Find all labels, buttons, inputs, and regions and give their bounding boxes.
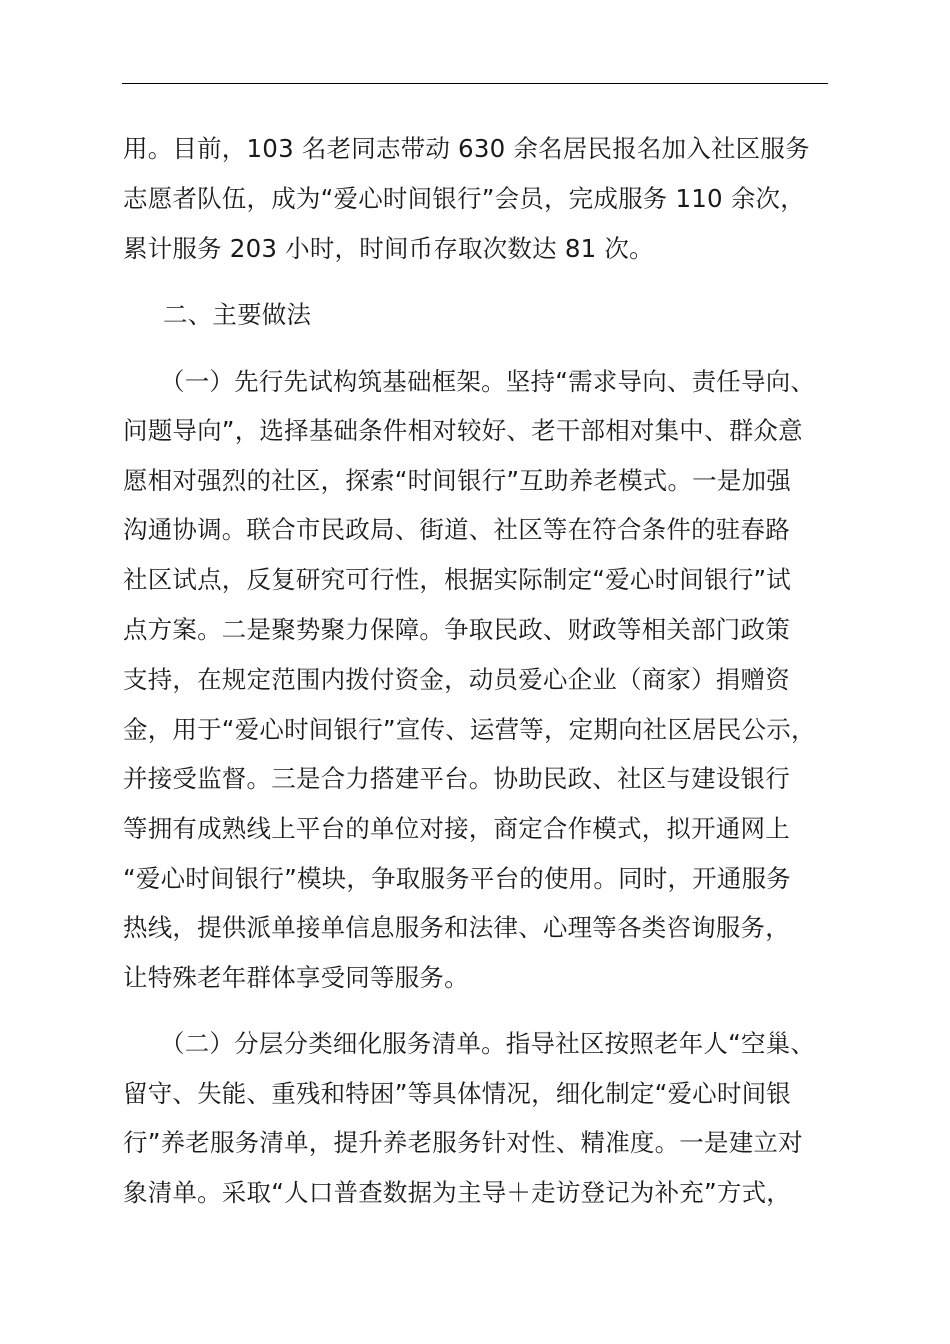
header-rule (122, 83, 828, 84)
text-line: （二）分层分类细化服务清单。指导社区按照老年人“空巢、 (160, 1029, 816, 1058)
text-line: 用。目前，103 名老同志带动 630 余名居民报名加入社区服务 (123, 134, 810, 163)
text-line: 沟通协调。联合市民政局、街道、社区等在符合条件的驻春路 (123, 515, 790, 544)
text-line: 累计服务 203 小时，时间币存取次数达 81 次。 (123, 234, 654, 263)
text-line: 行”养老服务清单，提升养老服务针对性、精准度。一是建立对 (123, 1128, 803, 1157)
text-line: 问题导向”，选择基础条件相对较好、老干部相对集中、群众意 (123, 416, 803, 445)
text-line: （一）先行先试构筑基础框架。坚持“需求导向、责任导向、 (160, 367, 816, 396)
text-line: 并接受监督。三是合力搭建平台。协助民政、社区与建设银行 (123, 764, 790, 793)
text-line: 社区试点，反复研究可行性，根据实际制定“爱心时间银行”试 (123, 565, 791, 594)
text-line: 留守、失能、重残和特困”等具体情况，细化制定“爱心时间银 (123, 1079, 791, 1108)
text-line: 等拥有成熟线上平台的单位对接，商定合作模式，拟开通网上 (123, 814, 790, 843)
text-line: 金，用于“爱心时间银行”宣传、运营等，定期向社区居民公示， (123, 715, 816, 744)
text-line: 志愿者队伍，成为“爱心时间银行”会员，完成服务 110 余次， (123, 184, 805, 213)
text-line: 让特殊老年群体享受同等服务。 (123, 963, 469, 992)
text-line: 象清单。采取“人口普查数据为主导＋走访登记为补充”方式， (123, 1178, 791, 1207)
text-line: 愿相对强烈的社区，探索“时间银行”互助养老模式。一是加强 (123, 466, 791, 495)
text-line: 支持，在规定范围内拨付资金，动员爱心企业（商家）捐赠资 (123, 665, 790, 694)
text-line: “爱心时间银行”模块，争取服务平台的使用。同时，开通服务 (123, 864, 791, 893)
text-line: 点方案。二是聚势聚力保障。争取民政、财政等相关部门政策 (123, 615, 790, 644)
text-line: 热线，提供派单接单信息服务和法律、心理等各类咨询服务， (123, 913, 790, 942)
section-heading: 二、主要做法 (163, 300, 312, 329)
